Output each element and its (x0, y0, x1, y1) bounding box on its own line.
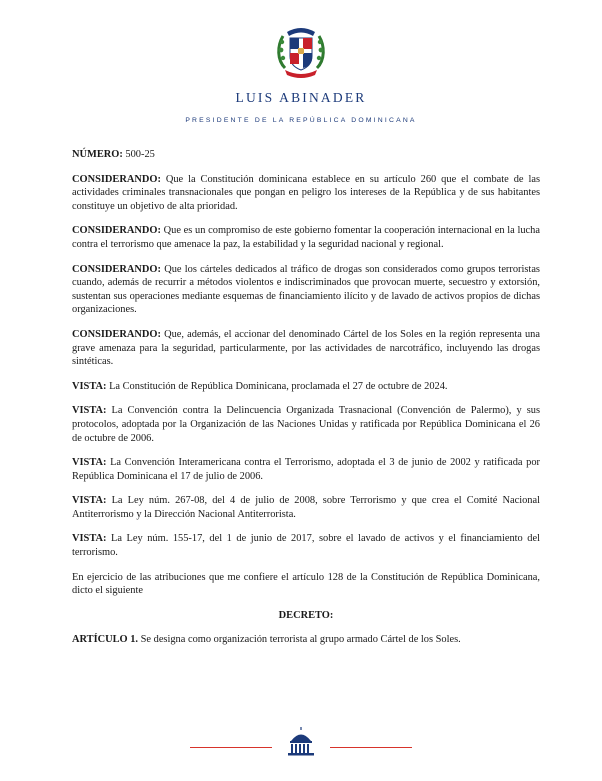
paragraph-text: La Convención Interamericana contra el Terrorismo, adoptada el 3 de junio de 2002 y ratificada por República Dominicana el 17 de julio de 2006. (72, 457, 540, 482)
paragraph-text: Que los cárteles dedicados al tráfico de drogas son considerados como grupos terroristas cuando, además de recurrir a métodos violentos e indiscriminados que provocan muerte, secuestro y extorsión, sustentan sus operaciones mediante esquemas de financiamiento ilícito y de lavado de activos propios de dichas organizaciones. (72, 263, 540, 316)
header-title: PRESIDENTE DE LA REPÚBLICA DOMINICANA (185, 117, 417, 124)
paragraph-text: La Ley núm. 155-17, del 1 de junio de 2017, sobre el lavado de activos y el financiamiento del terrorismo. (72, 533, 540, 559)
paragraph-vista-5 (72, 532, 540, 559)
paragraph-text: Que la Constitución dominicana establece en su artículo 260 que el combate de las actividades criminales transnacionales que pongan en peligro los intereses de la República y de sus habitantes constituye un objetivo de alta prioridad. (72, 173, 540, 212)
paragraph-vista-4 (72, 494, 540, 521)
decree-number (72, 148, 540, 162)
number-value: 500-25 (125, 149, 155, 160)
decree-heading: DECRETO: (278, 609, 334, 621)
paragraph-label: CONSIDERANDO: (72, 225, 161, 237)
paragraph-label: VISTA: (72, 533, 107, 545)
number-label: NÚMERO: (72, 149, 123, 160)
article-1 (72, 633, 540, 647)
palace-dome-icon (284, 724, 318, 758)
paragraph-label: CONSIDERANDO: (72, 173, 161, 185)
coat-of-arms-icon (271, 20, 331, 80)
paragraph-considerando-3 (72, 263, 540, 317)
paragraph-considerando-1 (72, 173, 540, 214)
article-label: ARTÍCULO 1. (72, 634, 139, 646)
paragraph-label: CONSIDERANDO: (72, 263, 161, 275)
decree-body (72, 148, 540, 658)
paragraph-text: La Ley núm. 267-08, del 4 de julio de 2008, sobre Terrorismo y que crea el Comité Nacional Antiterrorismo y la Dirección Nacional Antiterrorista. (72, 495, 540, 520)
paragraph-label: VISTA: (72, 380, 107, 392)
paragraph-label: VISTA: (72, 495, 107, 507)
paragraph-text: La Constitución de República Dominicana, proclamada el 27 de octubre de 2024. (109, 380, 448, 392)
paragraph-ejercicio (72, 571, 540, 598)
paragraph-text: Que, además, el accionar del denominado Cártel de los Soles en la región representa una grave amenaza para la seguridad, particularmente, por las actividades de narcotráfico, incluyendo las drogas sintéticas. (72, 328, 540, 368)
paragraph-vista-2 (72, 404, 540, 445)
paragraph-text: Que es un compromiso de este gobierno fomentar la cooperación internacional en la lucha contra el terrorismo que amenace la paz, la estabilidad y la seguridad nacional y regional. (72, 225, 540, 250)
paragraph-label: CONSIDERANDO: (72, 328, 161, 340)
paragraph-vista-3 (72, 456, 540, 483)
page-footer (0, 724, 602, 764)
paragraph-label: VISTA: (72, 457, 107, 469)
paragraph-text: En ejercicio de las atribuciones que me confiere el artículo 128 de la Constitución de República Dominicana, dicto el siguiente (72, 571, 540, 597)
paragraph-text: La Convención contra la Delincuencia Organizada Trasnacional (Convención de Palermo), y sus protocolos, adoptada por la Organización de las Naciones Unidas y ratificada por República Dominicana el 26 de octubre de 2006. (72, 405, 540, 444)
paragraph-considerando-4 (72, 328, 540, 369)
paragraph-considerando-2 (72, 224, 540, 251)
article-text: Se designa como organización terrorista al grupo armado Cártel de los Soles. (140, 634, 461, 646)
header-name: LUIS ABINADER (235, 90, 367, 105)
footer-rule-right (330, 747, 412, 748)
paragraph-vista-1 (72, 380, 540, 394)
paragraph-label: VISTA: (72, 405, 107, 417)
footer-rule-left (190, 747, 272, 748)
